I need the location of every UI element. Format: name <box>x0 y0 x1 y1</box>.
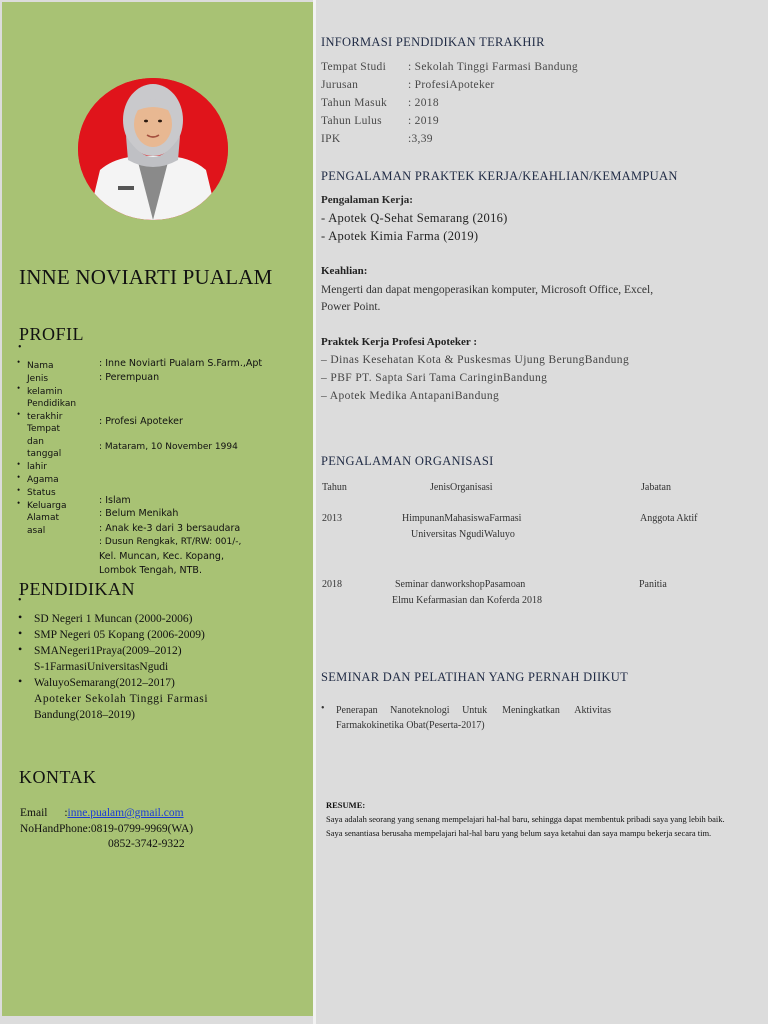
org-jenis: Seminar danworkshopPasamoan <box>395 579 526 590</box>
label-dan: dan <box>27 437 44 447</box>
edu-item: SMANegeri1Praya(2009–2012) <box>34 645 182 657</box>
edu-info-value: : Sekolah Tinggi Farmasi Bandung <box>408 61 578 73</box>
edu-item: Apoteker Sekolah Tinggi Farmasi <box>34 693 209 705</box>
pkpa-item: – PBF PT. Sapta Sari Tama CaringinBandung <box>321 372 548 384</box>
bullet: • <box>17 409 21 419</box>
org-tahun: 2013 <box>322 513 342 524</box>
bullet: • <box>17 472 21 482</box>
value-alamat-3: Lombok Tengah, NTB. <box>99 565 202 576</box>
org-jenis: HimpunanMahasiswaFarmasi <box>402 513 522 524</box>
bullet: • <box>321 703 325 714</box>
label-kelamin: kelamin <box>27 387 63 397</box>
phone-secondary: 0852-3742-9322 <box>108 838 185 850</box>
kerja-item: - Apotek Kimia Farma (2019) <box>321 229 479 243</box>
full-name: INNE NOVIARTI PUALAM <box>19 265 273 289</box>
edu-info-value: : ProfesiApoteker <box>408 79 495 91</box>
pendidikan-heading: PENDIDIKAN <box>19 579 135 599</box>
bullet: • <box>17 357 21 367</box>
email-link[interactable]: inne.pualam@gmail.com <box>67 807 184 819</box>
value-alamat-2: Kel. Muncan, Kec. Kopang, <box>99 551 224 562</box>
keahlian-label: Keahlian: <box>321 265 368 277</box>
edu-item: Bandung(2018–2019) <box>34 709 135 721</box>
label-alamat: Alamat <box>27 513 59 523</box>
organisasi-heading: PENGALAMAN ORGANISASI <box>321 454 494 468</box>
email-separator: : <box>64 807 68 819</box>
label-pendidikan: Pendidikan <box>27 399 77 409</box>
value-status: : Belum Menikah <box>99 508 179 519</box>
label-keluarga: Keluarga <box>27 501 67 511</box>
email-label: Email <box>20 807 48 819</box>
label-tempat: Tempat <box>27 424 61 434</box>
bullet: • <box>18 595 22 606</box>
profile-photo <box>78 78 228 220</box>
pkpa-label: Praktek Kerja Profesi Apoteker : <box>321 336 477 348</box>
edu-info-value: : 2019 <box>408 115 439 127</box>
kontak-heading: KONTAK <box>19 767 97 787</box>
bullet: • <box>18 642 23 656</box>
org-jabatan: Anggota Aktif <box>640 513 698 524</box>
org-jenis: Universitas NgudiWaluyo <box>411 529 515 540</box>
col-tahun: Tahun <box>322 482 347 493</box>
value-pendidikan: : Profesi Apoteker <box>99 416 183 427</box>
profil-heading: PROFIL <box>19 324 85 344</box>
bullet: • <box>17 498 21 508</box>
bullet: • <box>17 383 21 393</box>
value-keluarga: : Anak ke-3 dari 3 bersaudara <box>99 523 241 534</box>
pengalaman-kerja-label: Pengalaman Kerja: <box>321 194 413 206</box>
edu-info-label: Tahun Lulus <box>321 115 382 127</box>
value-agama: : Islam <box>99 495 131 506</box>
bullet: • <box>18 626 23 640</box>
kerja-item: - Apotek Q-Sehat Semarang (2016) <box>321 211 508 225</box>
value-jenis-kelamin: : Perempuan <box>99 372 160 383</box>
value-ttl: : Mataram, 10 November 1994 <box>99 442 238 452</box>
seminar-item-2: Farmakokinetika Obat(Peserta-2017) <box>336 720 485 731</box>
seminar-item-1: Penerapan Nanoteknologi Untuk Meningkatkan Aktivitas <box>336 705 611 716</box>
edu-item: WaluyoSemarang(2012–2017) <box>34 677 175 689</box>
col-jabatan: Jabatan <box>641 482 671 493</box>
edu-info-heading: INFORMASI PENDIDIKAN TERAKHIR <box>321 35 545 49</box>
org-jabatan: Panitia <box>639 579 667 590</box>
label-status: Status <box>27 488 56 498</box>
edu-info-value: :3,39 <box>408 133 433 145</box>
edu-info-label: Tahun Masuk <box>321 97 388 109</box>
edu-item: SMP Negeri 05 Kopang (2006-2009) <box>34 629 205 641</box>
value-nama: : Inne Noviarti Pualam S.Farm.,Apt <box>99 358 263 369</box>
keahlian-text-2: Power Point. <box>321 301 381 313</box>
org-tahun: 2018 <box>322 579 342 590</box>
edu-item: S-1FarmasiUniversitasNgudi <box>34 661 169 673</box>
col-jenis: JenisOrganisasi <box>430 482 493 493</box>
pkpa-item: – Apotek Medika AntapaniBandung <box>321 390 500 402</box>
bullet: • <box>17 485 21 495</box>
edu-info-label: Jurusan <box>321 79 359 91</box>
label-asal: asal <box>27 526 46 536</box>
resume-block <box>326 798 726 840</box>
email-row <box>20 807 184 819</box>
label-nama: Nama <box>27 361 54 371</box>
label-lahir: lahir <box>27 462 47 472</box>
panel-divider <box>313 0 316 1024</box>
resume-heading: RESUME: <box>326 800 366 810</box>
bullet: • <box>18 342 22 353</box>
label-jenis: Jenis <box>27 374 49 384</box>
pkpa-item: – Dinas Kesehatan Kota & Puskesmas Ujung BerungBandung <box>321 354 630 366</box>
edu-info-label: Tempat Studi <box>321 61 387 73</box>
label-agama: Agama <box>27 475 59 485</box>
edu-item: SD Negeri 1 Muncan (2000-2006) <box>34 613 193 625</box>
edu-info-label: IPK <box>321 133 341 145</box>
praktek-heading: PENGALAMAN PRAKTEK KERJA/KEAHLIAN/KEMAMPUAN <box>321 169 678 183</box>
edu-info-value: : 2018 <box>408 97 439 109</box>
resume-text: Saya adalah seorang yang senang mempelajari hal-hal baru, sehingga dapat membentuk pribadi saya yang lebih baik. Saya senantiasa berusaha mempelajari hal-hal baru yang belum saya ketahui dan saya mampu bekerja secara tim. <box>326 814 725 838</box>
label-tanggal: tanggal <box>27 449 62 459</box>
bullet: • <box>17 459 21 469</box>
keahlian-text-1: Mengerti dan dapat mengoperasikan komputer, Microsoft Office, Excel, <box>321 284 654 296</box>
value-alamat-1: : Dusun Rengkak, RT/RW: 001/-, <box>99 537 242 547</box>
phone-row: NoHandPhone:0819-0799-9969(WA) <box>20 823 194 835</box>
bullet: • <box>18 674 23 688</box>
seminar-heading: SEMINAR DAN PELATIHAN YANG PERNAH DIIKUT <box>321 670 629 684</box>
org-jenis: Elmu Kefarmasian dan Koferda 2018 <box>392 595 542 606</box>
label-terakhir: terakhir <box>27 412 63 422</box>
bullet: • <box>18 610 23 624</box>
